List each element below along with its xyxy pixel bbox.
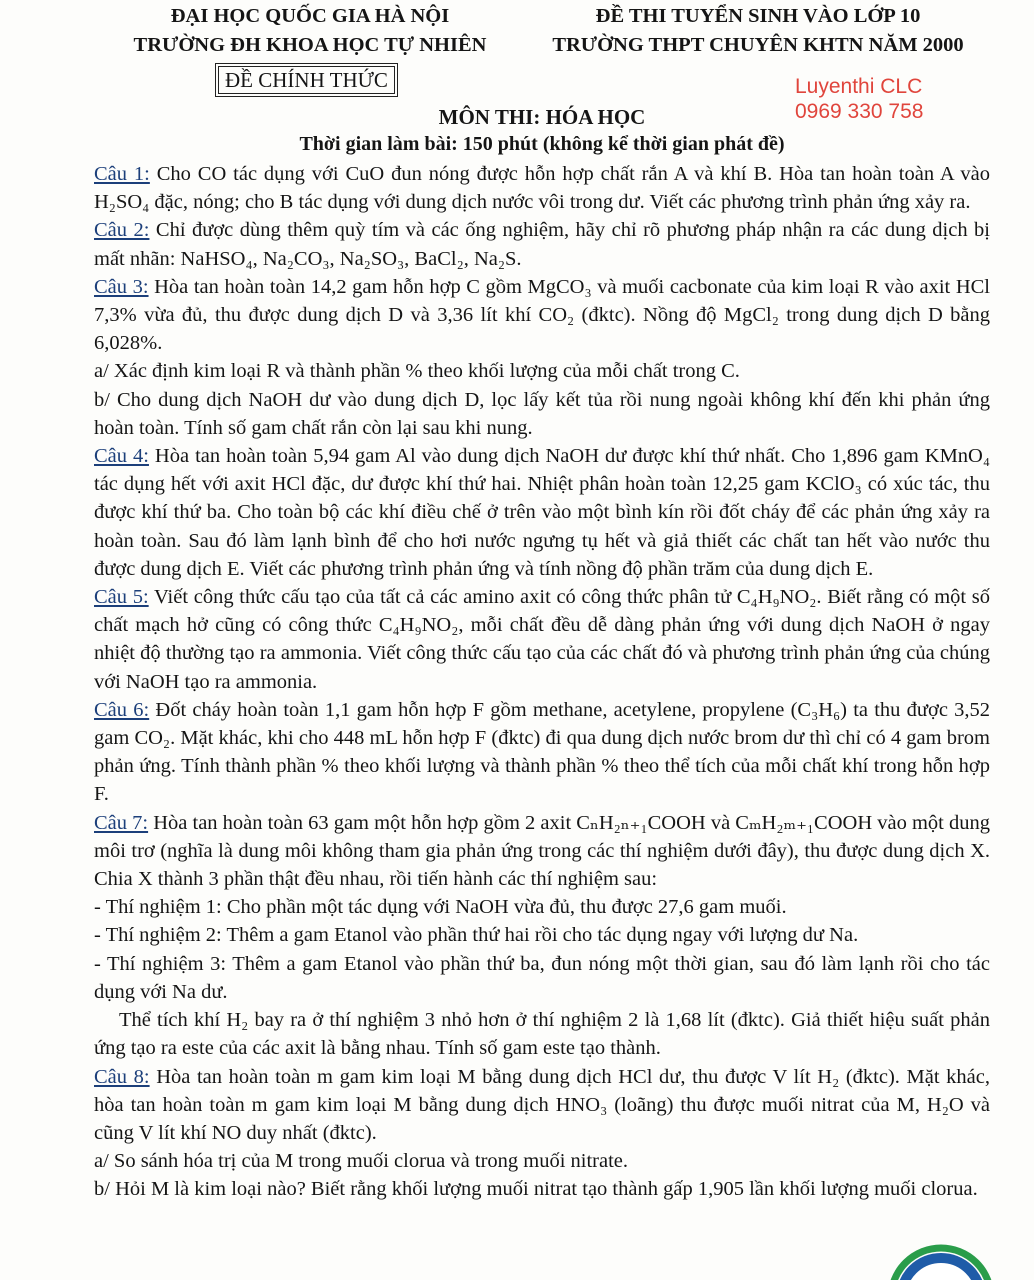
question-text: Chỉ được dùng thêm quỳ tím và các ống nghiệm, hãy chỉ rõ phương pháp nhận ra các dung dịch bị mất nhãn: NaHSO₄, Na₂CO₃, Na₂SO₃, BaCl₂, Na₂S. (94, 219, 990, 270)
question-text: Hòa tan hoàn toàn 63 gam một hỗn hợp gồm 2 axit CₙH₂ₙ₊₁COOH và CₘH₂ₘ₊₁COOH vào một dung môi trơ (nghĩa là dung môi không tham gia phản ứng trong các thí nghiệm dưới đây), thu được dung dịch X. Chia X thành 3 phần thật đều nhau, rồi tiến hành các thí nghiệm sau: (94, 811, 990, 891)
question-5 (94, 583, 990, 696)
question-label: Câu 7: (94, 811, 149, 834)
exam-subject: MÔN THI: HÓA HỌC (438, 105, 646, 129)
question-8 (94, 1063, 990, 1148)
question-7-note: Thể tích khí H₂ bay ra ở thí nghiệm 3 nhỏ hơn ở thí nghiệm 2 là 1,68 lít (đktc). Giả thiết hiệu suất phản ứng tạo ra este của các axit là bằng nhau. Tính số gam este tạo thành. (94, 1009, 990, 1060)
header-right (528, 2, 988, 60)
school-year: TRƯỜNG THPT CHUYÊN KHTN NĂM 2000 (552, 34, 964, 56)
question-label: Câu 3: (94, 275, 149, 298)
question-1 (94, 160, 990, 216)
watermark-phone: 0969 330 758 (795, 100, 924, 123)
question-3b: b/ Cho dung dịch NaOH dư vào dung dịch D, lọc lấy kết tủa rồi nung ngoài không khí đến khi phản ứng hoàn toàn. Tính số gam chất rắn còn lại sau khi nung. (94, 388, 990, 439)
experiment-1: - Thí nghiệm 1: Cho phần một tác dụng với NaOH vừa đủ, thu được 27,6 gam muối. (94, 896, 787, 919)
question-6 (94, 696, 990, 809)
question-label: Câu 1: (94, 163, 150, 185)
question-3a: a/ Xác định kim loại R và thành phần % theo khối lượng của mỗi chất trong C. (94, 360, 740, 383)
question-text: Đốt cháy hoàn toàn 1,1 gam hỗn hợp F gồm methane, acetylene, propylene (C₃H₆) ta thu được 3,52 gam CO₂. Mặt khác, khi cho 448 mL hỗn hợp F (đktc) đi qua dung dịch nước brom dư thì chỉ có 4 gam brom phản ứng. Tính thành phần % theo khối lượng và thành phần % theo thể tích của mỗi chất khí trong hỗn hợp F. (94, 698, 990, 806)
question-label: Câu 2: (94, 219, 150, 242)
question-7 (94, 809, 990, 894)
question-label: Câu 4: (94, 445, 149, 468)
question-4 (94, 442, 990, 583)
university-name: ĐẠI HỌC QUỐC GIA HÀ NỘI (170, 5, 450, 27)
exam-duration: Thời gian làm bài: 150 phút (không kể thời gian phát đề) (299, 133, 785, 155)
question-text: Hòa tan hoàn toàn 14,2 gam hỗn hợp C gồm MgCO₃ và muối cacbonate của kim loại R vào axit HCl 7,3% vừa đủ, thu được dung dịch D và 3,36 lít khí CO₂ (đktc). Nồng độ MgCl₂ trong dung dịch D bằng 6,028%. (94, 275, 990, 355)
question-text: Hòa tan hoàn toàn 5,94 gam Al vào dung dịch NaOH dư được khí thứ nhất. Cho 1,896 gam KMnO₄ tác dụng hết với axit HCl đặc, dư được khí thứ hai. Nhiệt phân hoàn toàn 12,25 gam KClO₃ có xúc tác, thu được khí thứ ba. Cho toàn bộ các khí điều chế ở trên vào một bình kín rồi đốt cháy để các phản ứng xảy ra hoàn toàn. Sau đó làm lạnh bình để cho hơi nước ngưng tụ hết và giả thiết các chất tan hết vào nước thu được dung dịch E. Viết các phương trình phản ứng và tính nồng độ phần trăm của dung dịch E. (94, 445, 990, 580)
watermark-name: Luyenthi CLC (795, 75, 923, 98)
question-8a: a/ So sánh hóa trị của M trong muối clorua và trong muối nitrate. (94, 1150, 629, 1173)
question-label: Câu 5: (94, 586, 149, 609)
question-3 (94, 273, 990, 358)
question-text: Hòa tan hoàn toàn m gam kim loại M bằng dung dịch HCl dư, thu được V lít H₂ (đktc). Mặt khác, hòa tan hoàn toàn m gam kim loại M bằng dung dịch HNO₃ (loãng) thu được muối nitrat của M, H₂O và cũng V lít khí NO duy nhất (đktc). (94, 1065, 990, 1144)
question-8b: b/ Hỏi M là kim loại nào? Biết rằng khối lượng muối nitrat tạo thành gấp 1,905 lần khối lượng muối clorua. (94, 1178, 978, 1201)
question-label: Câu 8: (94, 1065, 150, 1088)
experiment-2: - Thí nghiệm 2: Thêm a gam Etanol vào phần thứ hai rồi cho tác dụng ngay với lượng dư Na. (94, 924, 859, 947)
experiment-3: - Thí nghiệm 3: Thêm a gam Etanol vào phần thứ ba, đun nóng một thời gian, sau đó làm lạnh rồi cho tác dụng với Na dư. (94, 952, 990, 1003)
header-left (100, 2, 520, 60)
exam-title: ĐỀ THI TUYỂN SINH VÀO LỚP 10 (595, 5, 921, 27)
official-stamp: ĐỀ CHÍNH THỨC (218, 66, 395, 94)
question-text: Cho CO tác dụng với CuO đun nóng được hỗn hợp chất rắn A và khí B. Hòa tan hoàn toàn A vào H₂SO₄ đặc, nóng; cho B tác dụng với dung dịch nước vôi trong dư. Viết các phương trình phản ứng xảy ra. (94, 163, 991, 214)
faculty-name: TRƯỜNG ĐH KHOA HỌC TỰ NHIÊN (133, 34, 487, 56)
corner-logo-icon (886, 1243, 996, 1280)
question-label: Câu 6: (94, 698, 150, 721)
question-2 (94, 216, 990, 272)
question-text: Viết công thức cấu tạo của tất cả các amino axit có công thức phân tử C₄H₉NO₂. Biết rằng có một số chất mạch hở cũng có công thức C₄H₉NO₂, mỗi chất đều dễ dàng phản ứng với dung dịch NaOH ở ngay nhiệt độ thường tạo ra ammonia. Viết công thức cấu tạo của các chất đó và phương trình phản ứng của chúng với NaOH tạo ra ammonia. (94, 586, 990, 693)
question-list (94, 160, 990, 1204)
